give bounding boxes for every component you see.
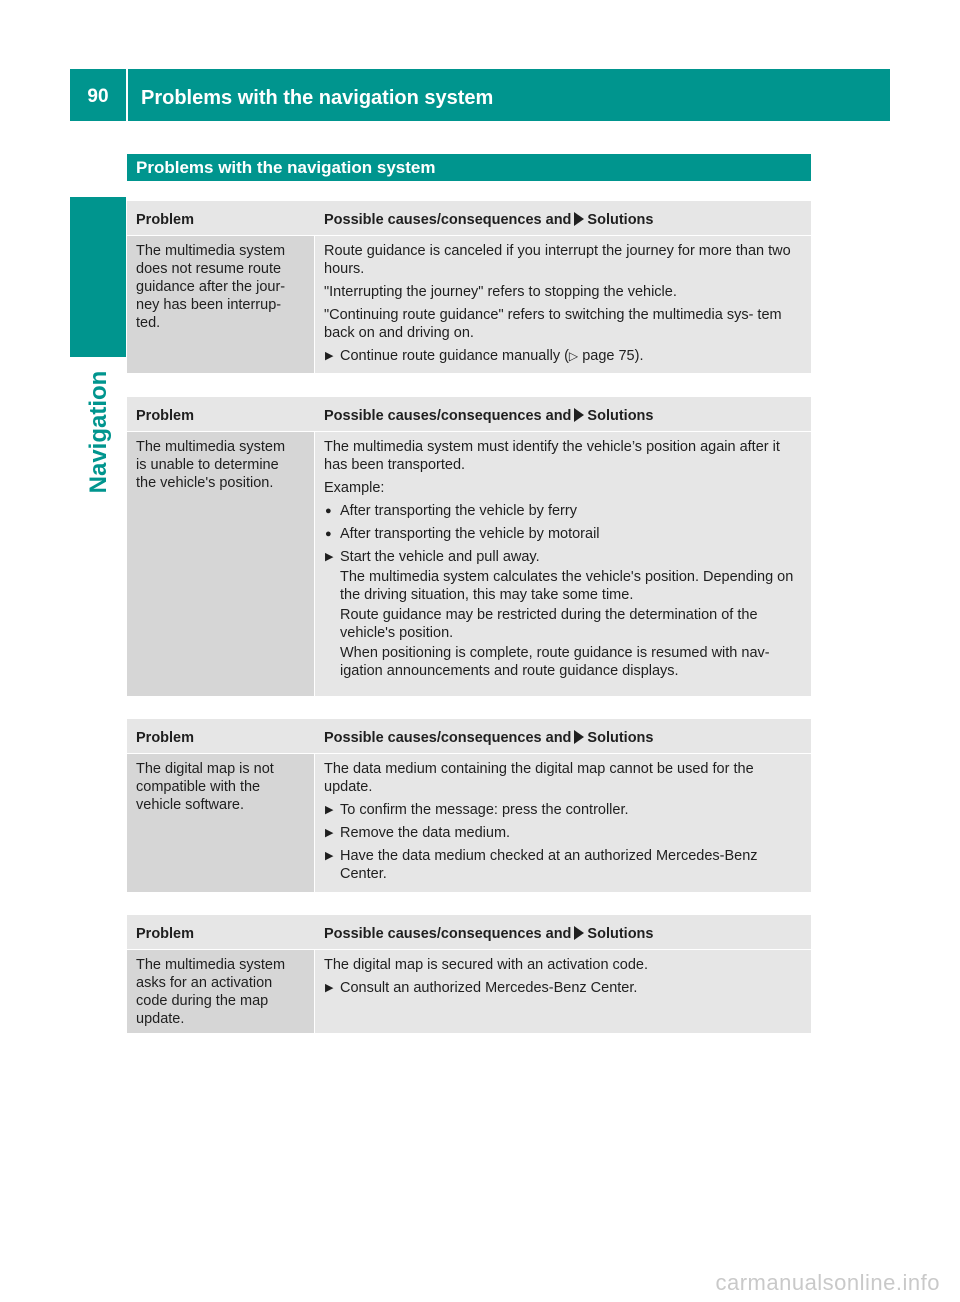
triangle-right-icon xyxy=(574,730,584,744)
solution-paragraph: The digital map is secured with an activation code. xyxy=(324,957,649,973)
problem-line: does not resume route xyxy=(136,261,282,277)
table-header xyxy=(127,397,811,431)
solution-cell xyxy=(315,236,811,373)
header-causes-prefix: Possible causes/consequences and xyxy=(324,408,572,424)
side-tab-block xyxy=(70,197,126,357)
triangle-right-icon: ▶ xyxy=(325,982,334,994)
action-step xyxy=(324,548,805,680)
action-step xyxy=(324,801,805,819)
problem-table xyxy=(127,397,811,696)
header-causes-suffix: Solutions xyxy=(587,926,654,942)
action-note: The multimedia system calculates the vehicle's position. Depending on the driving situation, this may take some time. xyxy=(340,569,794,603)
table-row xyxy=(127,754,811,892)
problem-line: The multimedia system xyxy=(136,243,286,259)
header-causes xyxy=(315,201,811,235)
action-step xyxy=(324,824,805,842)
problem-table xyxy=(127,719,811,892)
bullet-text: After transporting the vehicle by motorail xyxy=(340,526,600,542)
problem-line: asks for an activation xyxy=(136,975,273,991)
header-title: Problems with the navigation system xyxy=(128,69,890,121)
solution-cell xyxy=(315,432,811,696)
solution-cell xyxy=(315,950,811,1033)
problem-line: ney has been interrup- xyxy=(136,297,282,313)
problem-cell xyxy=(127,236,314,373)
header-causes-suffix: Solutions xyxy=(587,730,654,746)
header-causes xyxy=(315,915,811,949)
header-causes-prefix: Possible causes/consequences and xyxy=(324,212,572,228)
solution-paragraph: Example: xyxy=(324,480,385,496)
header-causes xyxy=(315,719,811,753)
page-reference-link[interactable]: page 75 xyxy=(582,348,635,364)
solution-paragraph: The multimedia system must identify the vehicle’s position again after it has been transported. xyxy=(324,439,780,473)
action-text: Start the vehicle and pull away. xyxy=(340,549,540,565)
problem-line: the vehicle's position. xyxy=(136,475,274,491)
problem-line: update. xyxy=(136,1011,185,1027)
problem-table xyxy=(127,915,811,1033)
problem-line: vehicle software. xyxy=(136,797,244,813)
action-text: To confirm the message: press the controller. xyxy=(340,802,629,818)
table-header xyxy=(127,201,811,235)
solution-paragraph: Route guidance is canceled if you interrupt the journey for more than two hours. xyxy=(324,243,791,277)
bullet-icon: ● xyxy=(325,505,332,517)
problem-line: is unable to determine xyxy=(136,457,279,473)
header-causes xyxy=(315,397,811,431)
solution-paragraph: The data medium containing the digital map cannot be used for the update. xyxy=(324,761,754,795)
action-text: Remove the data medium. xyxy=(340,825,511,841)
action-note: Route guidance may be restricted during the determination of the vehicle's position. xyxy=(340,607,758,641)
bullet-icon: ● xyxy=(325,528,332,540)
problem-line: The digital map is not xyxy=(136,761,274,777)
triangle-right-icon: ▶ xyxy=(325,804,334,816)
triangle-right-icon: ▶ xyxy=(325,827,334,839)
header-problem: Problem xyxy=(136,408,195,424)
page-reference-icon: ▷ xyxy=(568,349,579,363)
table-row xyxy=(127,432,811,696)
action-step xyxy=(324,347,805,365)
action-step xyxy=(324,979,805,997)
action-text: Consult an authorized Mercedes-Benz Center. xyxy=(340,980,638,996)
bullet-item xyxy=(324,502,805,520)
bullet-item xyxy=(324,525,805,543)
table-header xyxy=(127,915,811,949)
triangle-right-icon: ▶ xyxy=(325,551,334,563)
problem-table xyxy=(127,201,811,373)
triangle-right-icon: ▶ xyxy=(325,350,334,362)
solution-paragraph: "Interrupting the journey" refers to stopping the vehicle. xyxy=(324,284,677,300)
triangle-right-icon: ▶ xyxy=(325,850,334,862)
triangle-right-icon xyxy=(574,212,584,226)
triangle-right-icon xyxy=(574,926,584,940)
page-number: 90 xyxy=(70,69,126,121)
header-causes-suffix: Solutions xyxy=(587,212,654,228)
watermark: carmanualsonline.info xyxy=(715,1270,940,1295)
solution-paragraph: "Continuing route guidance" refers to switching the multimedia sys- tem back on and driving on. xyxy=(324,307,782,341)
action-text-suffix: ). xyxy=(634,348,644,364)
solution-cell xyxy=(315,754,811,892)
problem-cell xyxy=(127,754,314,892)
header-problem: Problem xyxy=(136,730,195,746)
problem-line: ted. xyxy=(136,315,161,331)
problem-line: code during the map xyxy=(136,993,269,1009)
problem-cell xyxy=(127,950,314,1033)
problem-cell xyxy=(127,432,314,696)
problem-line: compatible with the xyxy=(136,779,261,795)
triangle-right-icon xyxy=(574,408,584,422)
header-causes-suffix: Solutions xyxy=(587,408,654,424)
section-title: Problems with the navigation system xyxy=(127,154,811,181)
header-causes-prefix: Possible causes/consequences and xyxy=(324,730,572,746)
problem-line: The multimedia system xyxy=(136,957,286,973)
header-problem: Problem xyxy=(136,926,195,942)
action-note: When positioning is complete, route guidance is resumed with nav- igation announcements and route guidance displays. xyxy=(340,645,770,679)
table-row xyxy=(127,950,811,1033)
header-causes-prefix: Possible causes/consequences and xyxy=(324,926,572,942)
side-tab-text: Navigation xyxy=(85,370,112,494)
table-row xyxy=(127,236,811,373)
side-tab-label xyxy=(82,368,116,496)
header-problem: Problem xyxy=(136,212,195,228)
action-text: Have the data medium checked at an authorized Mercedes-Benz Center. xyxy=(340,848,758,882)
bullet-text: After transporting the vehicle by ferry xyxy=(340,503,577,519)
problem-line: guidance after the jour- xyxy=(136,279,286,295)
table-header xyxy=(127,719,811,753)
action-step xyxy=(324,847,805,883)
problem-line: The multimedia system xyxy=(136,439,286,455)
action-text: Continue route guidance manually ( xyxy=(340,348,569,364)
